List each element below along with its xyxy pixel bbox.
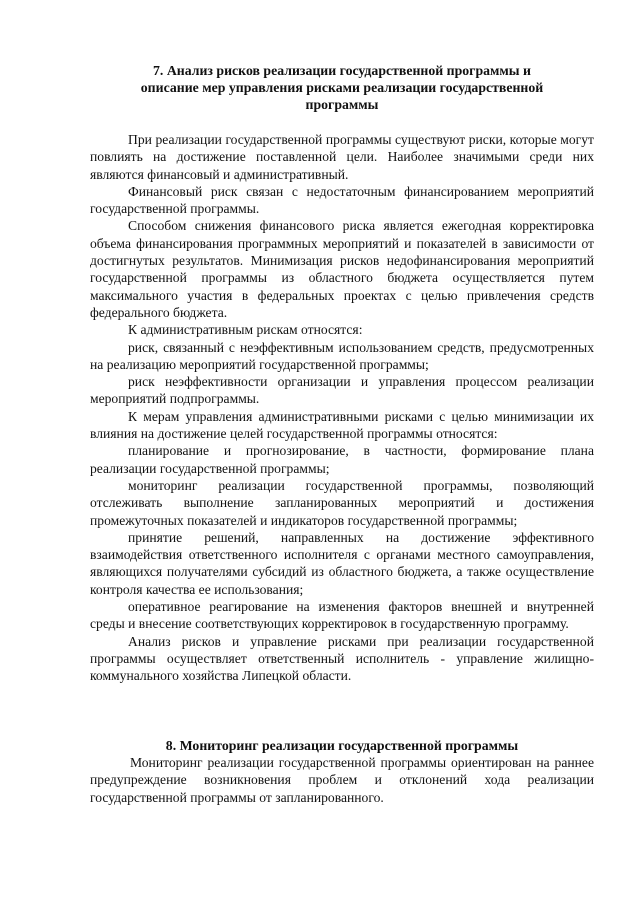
- paragraph: К административным рискам относятся:: [128, 322, 363, 338]
- section-7-title-line-2: описание мер управления рисками реализации государственной: [140, 80, 544, 95]
- paragraph: риск неэффективности организации и управления процессом реализации мероприятий подпрограммы.: [90, 374, 594, 407]
- section-7-heading: [90, 62, 594, 113]
- paragraph: планирование и прогнозирование, в частности, формирование плана реализации государственной программы;: [90, 443, 594, 476]
- section-8-title: 8. Мониторинг реализации государственной программы: [165, 738, 519, 753]
- paragraph: риск, связанный с неэффективным использованием средств, предусмотренных на реализацию мероприятий государственной программы;: [90, 339, 594, 372]
- paragraph: При реализации государственной программы существуют риски, которые могут повлиять на достижение поставленной цели. Наиболее значимыми среди них являются финансовый и административный.: [90, 132, 594, 182]
- section-8-body: [90, 754, 594, 806]
- paragraph: Финансовый риск связан с недостаточным финансированием мероприятий государственной программы.: [90, 183, 594, 217]
- paragraph: принятие решений, направленных на достижение эффективного взаимодействия ответственного исполнителя с органами местного самоуправления, являющихся получателями субсидий из областного бюджета, а также осуществление контроля качества ее использования;: [90, 529, 594, 597]
- section-7-title-line-3: программы: [305, 97, 379, 112]
- section-7-title-line-1: 7. Анализ рисков реализации государственной программы и: [153, 63, 531, 78]
- section-7-body: [90, 131, 594, 685]
- paragraph: Способом снижения финансового риска является ежегодная корректировка объема финансирования программных мероприятий и показателей в зависимости от достигнутых результатов. Минимизация рисков недофинансирования мероприятий государственной программы из областного бюджета осуществляется путем максимального участия в федеральных проектах с целью привлечения средств федерального бюджета.: [90, 218, 594, 320]
- paragraph: Анализ рисков и управление рисками при реализации государственной программы осуществляет ответственный исполнитель - управление жилищно-коммунального хозяйства Липецкой области.: [90, 633, 594, 684]
- paragraph: К мерам управления административными рисками с целью минимизации их влияния на достижение целей государственной программы относятся:: [90, 408, 594, 442]
- paragraph: оперативное реагирование на изменения факторов внешней и внутренней среды и внесение соответствующих корректировок в государственную программу.: [90, 599, 594, 632]
- paragraph: мониторинг реализации государственной программы, позволяющий отслеживать выполнение запланированных мероприятий и достижения промежуточных показателей и индикаторов государственной программы;: [90, 477, 594, 528]
- section-8-heading: [90, 737, 594, 754]
- paragraph: Мониторинг реализации государственной программы ориентирован на раннее предупреждение возникновения проблем и отклонений хода реализации государственной программы от запланированного.: [90, 755, 594, 805]
